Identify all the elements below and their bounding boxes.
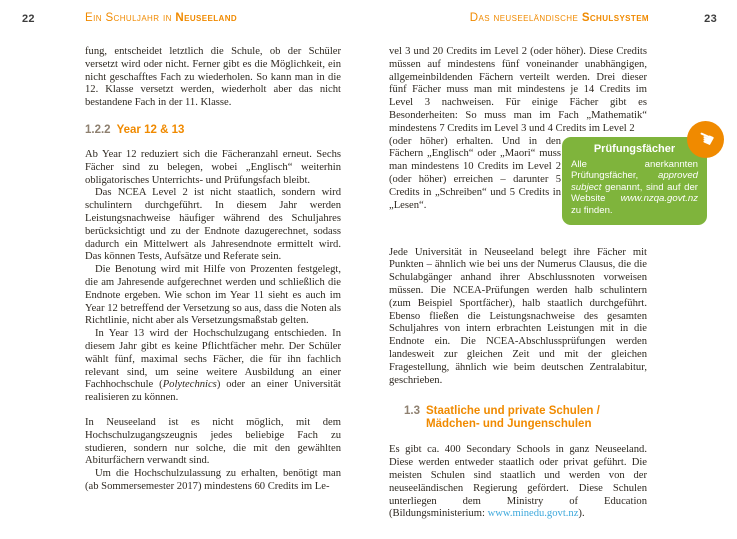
pointing-hand-icon: ☚ <box>693 125 718 153</box>
paragraph-schools-text-b: ). <box>578 508 585 520</box>
minedu-link[interactable]: www.minedu.govt.nz <box>487 508 579 520</box>
section-number: 1.3 <box>404 405 420 418</box>
infobox-text-2: genannt, sind auf der Website <box>571 181 698 205</box>
paragraph-schools <box>389 444 647 521</box>
paragraph-um-die: Um die Hochschulzulassung zu erhalten, benötigt man (ab Sommersemester 2017) mindestens 60 Credits im Le- <box>85 468 341 492</box>
page-left <box>0 0 368 539</box>
infobox-title: Prüfungsfächer <box>593 142 676 155</box>
section-heading-1-3 <box>389 405 647 431</box>
paragraph-universitaet: Jede Universität in Neuseeland belegt ihre Fächer mit Punkten – ähnlich wie bei uns der Numerus Clausus, die die Schulabgänger anhand ihrer Abschlussnoten vorweisen müssen. Die NCEA-Prüfungen werden halb schulintern (zum Beispiel Sportfächer), halb staatlich durchgeführt. Ebenso fließen die Leistungsnachweise des gesamten Schuljahres von intern erbrachten Leistungen mit in die Endnote ein. Die NCEA-Abschlussprüfungen werden landesweit zur gleichen Zeit und mit der gleichen Fragestellung, ähnlich wie beim deutschen Zentralabitur, geschrieben. <box>389 246 647 386</box>
infobox-text-3: zu finden. <box>571 204 613 216</box>
section-number: 1.2.2 <box>85 123 111 136</box>
page-number-right: 23 <box>704 13 717 25</box>
running-head-left-bold: Neuseeland <box>175 12 238 24</box>
section-title-line1: Staatliche und private Schulen / <box>426 405 600 418</box>
paragraph-ncea-level2: Das NCEA Level 2 ist nicht staatlich, sondern wird schulintern durchgeführt. In diesem Jahr werden Leistungsnachweise häufiger während des Schuljahres berücksichtigt und zu der Endnote dazugerechnet, sodass dadurch ein Mittelwert als Jahresendnote ermittelt wird. Das können Tests, Aufsätze und Referate sein. <box>85 187 341 263</box>
paragraph-level-credits-continued: (oder höher) erhalten. Und in den Fächern „Englisch“ oder „Maori“ muss man mindestens 10 Credits im Level 2 (oder höher) erreichen – darunter 5 Credits in „Schreiben“ und 5 Credits in „Lesen“. <box>389 135 561 211</box>
nzqa-url-italic: www.nzqa.govt.nz <box>620 193 698 205</box>
section-title: Year 12 & 13 <box>116 123 185 136</box>
paragraph-year13-text-a: In Year 13 wird der Hochschulzugang entschieden. In diesem Jahr gibt es keine Pflichtfächer mehr. Der Schüler wählt fünf, maximal sechs Fächer, die für ihn fachlich relevant sind, um seine weitere Ausbildung an einer Fachhochschule ( <box>85 328 341 391</box>
infobox-body <box>571 159 698 217</box>
running-head-left-regular: Ein Schuljahr in <box>85 12 176 24</box>
right-text-column <box>389 46 718 521</box>
infobox-badge <box>687 121 724 158</box>
running-head-left <box>85 12 237 24</box>
running-head-right-regular: Das neuseeländische <box>469 12 582 24</box>
pruefungsfaecher-infobox <box>562 125 718 225</box>
polytechnics-italic: Polytechnics <box>162 379 217 391</box>
text-and-infobox-row <box>389 125 718 225</box>
running-head-right <box>470 12 649 24</box>
page-right <box>368 0 737 539</box>
paragraph-level-credits: vel 3 und 20 Credits im Level 2 (oder höher). Diese Credits müssen auf mindestens fünf voneinander unabhängigen, allgemeinbildenden Fächern verteilt werden. Drei dieser fünf Fächer muss man mit mindestens je 14 Credits im Level 3 nachweisen. Für einige Fächer gibt es Besonderheiten: So muss man im Fach „Mathematik“ mindestens 7 Credits im Level 3 und 4 Credits im Level 2 <box>389 46 647 134</box>
page-number-left: 22 <box>22 13 35 25</box>
left-text-column <box>85 46 341 494</box>
running-head-right-bold: Schulsystem <box>581 12 649 24</box>
paragraph-benotung: Die Benotung wird mit Hilfe von Prozenten festgelegt, die am Jahresende aufgerechnet werden und schließlich die Endnote ergeben. Wie schon im Year 11 sieht es auch im Year 12 betreffend der Versetzung so aus, dass die Noten als Richtlinie, nicht aber als Versetzungsmaßstab gelten. <box>85 264 341 327</box>
paragraph-ab-year12: Ab Year 12 reduziert sich die Fächeranzahl erneut. Sechs Fächer sind zu belegen, wobei „Englisch“ weiterhin obligatorisches Unterrichts- und Prüfungsfach bleibt. <box>85 148 341 186</box>
paragraph-schools-text-a: Es gibt ca. 400 Secondary Schools in ganz Neuseeland. Diese werden entweder staatlich oder privat geführt. Die meisten Schulen sind staatlich und werden von der neuseeländischen Regierung gefördert. Diese Schulen unterliegen dem Ministry of Education (Bildungsministerium: <box>389 444 647 520</box>
infobox-text-1: Alle anerkannten Prüfungsfächer, <box>571 158 698 182</box>
section-title <box>426 405 600 431</box>
section-heading-1-2-2 <box>85 124 341 137</box>
section-title-line2: Mädchen- und Jungenschulen <box>426 418 592 431</box>
approved-subject-italic: approved subject <box>571 170 698 193</box>
paragraph-year13-text-b: ) oder an einer Universität realisieren zu können. <box>85 379 341 404</box>
paragraph-neuseeland: In Neuseeland ist es nicht möglich, mit dem Hochschulzugangszeugnis jedes beliebige Fach zu studieren, sondern nur solche, die mit den gewählten Abiturfächern verwandt sind. <box>85 416 341 467</box>
paragraph-continuation: fung, entscheidet letztlich die Schule, ob der Schüler versetzt wird oder nicht. Ferner gibt es die Möglichkeit, ein nicht geschafftes Fach zu wiederholen. So kann man in die 12. Klasse versetzt werden, wiederholt aber das nicht bestandene Fach in der 11. Klasse. <box>85 46 341 109</box>
paragraph-year13 <box>85 328 341 405</box>
